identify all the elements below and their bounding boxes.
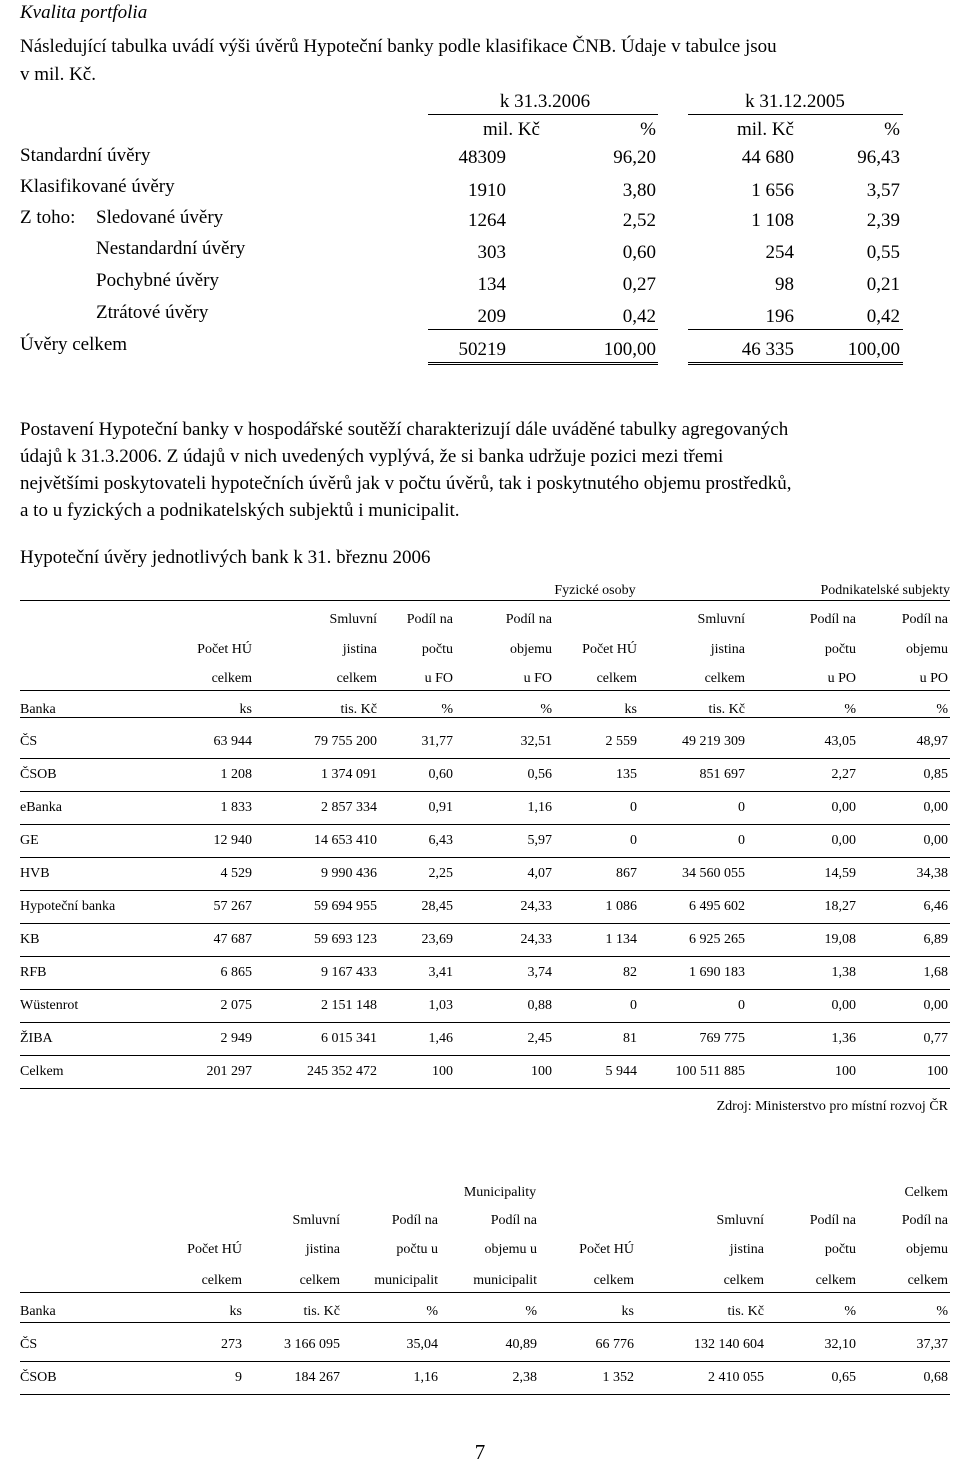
table2-header-cell: u FO — [523, 671, 552, 686]
table2-row-cell: 1 086 — [605, 899, 637, 914]
table2-row-line — [20, 956, 950, 957]
table2-row-cell: 2,45 — [527, 1031, 552, 1046]
table2-row-cell: 769 775 — [699, 1031, 745, 1046]
t2-source: Zdroj: Ministerstvo pro místní rozvoj ČR — [716, 1099, 948, 1114]
t2-group-fo: Fyzické osoby — [554, 583, 636, 598]
table2-row-cell: 1,36 — [831, 1031, 856, 1046]
table2-row-cell: 6 495 602 — [689, 899, 745, 914]
table2-row-cell: 34,38 — [916, 866, 948, 881]
table2-header-cell: u PO — [919, 671, 948, 686]
table3-row-cell: 273 — [221, 1337, 242, 1352]
table2-row-cell: Wüstenrot — [20, 998, 79, 1013]
t1-row-prefix: Z toho: — [20, 207, 76, 228]
table2-row-line — [20, 857, 950, 858]
table3-header-cell: municipalit — [374, 1273, 438, 1288]
table3-header-cell: tis. Kč — [303, 1304, 340, 1319]
t1-cell-pct-1: 96,20 — [613, 147, 656, 168]
table3-row-cell: 1 352 — [602, 1370, 634, 1385]
table2-row-cell: 1,38 — [831, 965, 856, 980]
table2-row-cell: 12 940 — [213, 833, 252, 848]
table2-header-cell: Smluvní — [329, 612, 377, 627]
table2-row-cell: 47 687 — [213, 932, 252, 947]
t1-cell-value-2: 196 — [765, 306, 794, 327]
table2-header-cell: Podíl na — [901, 612, 948, 627]
table2-row-cell: 0,00 — [923, 800, 948, 815]
table2-row-cell: 4 529 — [220, 866, 252, 881]
table2-header-cell: objemu — [510, 642, 552, 657]
table3-header-cell: % — [844, 1304, 856, 1319]
table3-row-line — [20, 1361, 950, 1362]
table3-header-cell: Smluvní — [716, 1213, 764, 1228]
t1-cell-value-2: 98 — [775, 274, 794, 295]
table2-row-cell: 0 — [738, 833, 745, 848]
table2-header-cell: Banka — [20, 702, 56, 717]
table3-row-cell: 132 140 604 — [694, 1337, 764, 1352]
t1-cell-pct-1: 100,00 — [603, 339, 656, 360]
table3-header-cell: Podíl na — [809, 1213, 856, 1228]
t1-cell-pct-2: 2,39 — [866, 210, 900, 231]
table2-row-cell: 245 352 472 — [307, 1064, 377, 1079]
table3-row-cell: 66 776 — [595, 1337, 634, 1352]
table3-row-cell: 0,65 — [831, 1370, 856, 1385]
table3-row-cell: 1,16 — [413, 1370, 438, 1385]
t1-cell-value-1: 209 — [477, 306, 506, 327]
t1-cell-value-2: 1 656 — [751, 180, 794, 201]
table2-header-line-1 — [20, 717, 950, 718]
table2-group-line-0 — [20, 600, 950, 601]
table3-row-cell: ČS — [20, 1337, 38, 1352]
table3-header-cell: celkem — [815, 1273, 856, 1288]
table2-row-cell: 0 — [630, 998, 637, 1013]
t1-cell-value-1: 50219 — [458, 339, 506, 360]
table3-header-cell: Počet HÚ — [579, 1242, 634, 1257]
table2-header-line-0 — [20, 690, 950, 691]
table2-row-cell: 1 208 — [220, 767, 252, 782]
table2-header-cell: celkem — [336, 671, 377, 686]
table2-row-cell: 14,59 — [824, 866, 856, 881]
table2-row-cell: GE — [20, 833, 39, 848]
table2-row-cell: 2,25 — [428, 866, 453, 881]
table2-row-cell: 23,69 — [421, 932, 453, 947]
table3-row-cell: 32,10 — [824, 1337, 856, 1352]
table2-row-cell: 6 865 — [220, 965, 252, 980]
table2-row-cell: Hypoteční banka — [20, 899, 116, 914]
table2-row-cell: 0,00 — [831, 998, 856, 1013]
table2-row-cell: 100 — [531, 1064, 552, 1079]
table2-row-cell: 0,00 — [923, 998, 948, 1013]
t1-bottom-double-line-1 — [428, 362, 658, 365]
table3-header-cell: objemu u — [484, 1242, 537, 1257]
table2-row-cell: 100 — [835, 1064, 856, 1079]
table3-header-cell: celkem — [201, 1273, 242, 1288]
table2-row-cell: 0,00 — [831, 833, 856, 848]
table2-row-cell: 9 167 433 — [321, 965, 377, 980]
table2-row-cell: 0 — [630, 833, 637, 848]
table2-row-cell: 201 297 — [206, 1064, 252, 1079]
table3-row-cell: 3 166 095 — [284, 1337, 340, 1352]
table2-row-cell: 1 134 — [605, 932, 637, 947]
table2-row-cell: eBanka — [20, 800, 62, 815]
table2-row-cell: ČS — [20, 734, 38, 749]
t1-row-label: Ztrátové úvěry — [96, 302, 209, 323]
table2-row-line — [20, 1088, 950, 1089]
table2-row-cell: 1,46 — [428, 1031, 453, 1046]
t1-cell-pct-2: 0,55 — [866, 242, 900, 263]
table2-row-cell: 1 374 091 — [321, 767, 377, 782]
table2-row-cell: 3,74 — [527, 965, 552, 980]
table2-row-cell: 0,77 — [923, 1031, 948, 1046]
t1-cell-value-1: 1910 — [468, 180, 506, 201]
t1-cell-pct-1: 3,80 — [622, 180, 656, 201]
table2-row-cell: Celkem — [20, 1064, 64, 1079]
table2-row-cell: 14 653 410 — [314, 833, 377, 848]
table3-row-cell: 35,04 — [406, 1337, 438, 1352]
table2-row-cell: 49 219 309 — [682, 734, 745, 749]
table2-row-cell: 1,03 — [428, 998, 453, 1013]
table2-header-cell: objemu — [906, 642, 948, 657]
table2-row-line — [20, 791, 950, 792]
table3-header-cell: celkem — [299, 1273, 340, 1288]
section-title: Kvalita portfolia — [20, 2, 148, 23]
table3-header-cell: % — [936, 1304, 948, 1319]
table2-row-line — [20, 824, 950, 825]
table2-row-line — [20, 989, 950, 990]
table2-row-cell: HVB — [20, 866, 50, 881]
paragraph-line-1: Postavení Hypoteční banky v hospodářské soutěží charakterizují dále uváděné tabulky agregovaných — [20, 419, 789, 440]
table2-row-cell: 2 857 334 — [321, 800, 377, 815]
t1-row-label: Sledované úvěry — [96, 207, 224, 228]
table2-row-cell: 0,60 — [428, 767, 453, 782]
table2-row-cell: ŽIBA — [20, 1031, 53, 1046]
table2-row-cell: 0,85 — [923, 767, 948, 782]
table2-row-cell: 28,45 — [421, 899, 453, 914]
table2-row-cell: ČSOB — [20, 767, 57, 782]
table2-row-cell: 59 693 123 — [314, 932, 377, 947]
t1-cell-pct-2: 100,00 — [847, 339, 900, 360]
table2-title: Hypoteční úvěry jednotlivých bank k 31. březnu 2006 — [20, 547, 431, 568]
table2-header-cell: Počet HÚ — [582, 642, 637, 657]
table2-row-cell: 6 015 341 — [321, 1031, 377, 1046]
table3-header-cell: objemu — [906, 1242, 948, 1257]
table2-row-cell: 5,97 — [527, 833, 552, 848]
table2-header-cell: u PO — [827, 671, 856, 686]
t2-group-po: Podnikatelské subjekty — [820, 583, 950, 598]
table2-row-cell: 59 694 955 — [314, 899, 377, 914]
t3-group-total: Celkem — [904, 1185, 948, 1200]
table2-row-cell: 57 267 — [213, 899, 252, 914]
table2-header-cell: jistina — [342, 642, 377, 657]
table2-row-cell: 0 — [738, 998, 745, 1013]
t1-cell-value-2: 254 — [765, 242, 794, 263]
table2-row-cell: 31,77 — [421, 734, 453, 749]
t1-pct-2: % — [884, 119, 900, 140]
table2-row-cell: 4,07 — [527, 866, 552, 881]
table3-header-cell: počtu — [824, 1242, 856, 1257]
t1-row-label: Klasifikované úvěry — [20, 176, 175, 197]
table3-header-cell: celkem — [907, 1273, 948, 1288]
table2-row-cell: 2 075 — [220, 998, 252, 1013]
table2-row-line — [20, 1055, 950, 1056]
table3-header-cell: jistina — [305, 1242, 340, 1257]
table2-row-cell: 0,56 — [527, 767, 552, 782]
t1-cell-pct-1: 0,42 — [622, 306, 656, 327]
table2-header-cell: celkem — [596, 671, 637, 686]
t1-row-label: Úvěry celkem — [20, 334, 128, 355]
table2-row-cell: 2 559 — [605, 734, 637, 749]
table3-row-cell: 9 — [235, 1370, 242, 1385]
table2-row-cell: 82 — [623, 965, 637, 980]
table2-header-cell: ks — [239, 702, 252, 717]
table2-header-cell: % — [844, 702, 856, 717]
t1-date-2: k 31.12.2005 — [745, 91, 845, 112]
table3-header-cell: ks — [229, 1304, 242, 1319]
table2-row-cell: 32,51 — [520, 734, 552, 749]
paragraph-line-4: a to u fyzických a podnikatelských subjektů i municipalit. — [20, 500, 460, 521]
t1-header-line-2 — [688, 114, 903, 115]
table2-header-cell: tis. Kč — [708, 702, 745, 717]
table2-header-cell: tis. Kč — [340, 702, 377, 717]
table2-row-line — [20, 758, 950, 759]
table3-header-cell: celkem — [593, 1273, 634, 1288]
table2-row-cell: 19,08 — [824, 932, 856, 947]
table2-row-line — [20, 923, 950, 924]
table3-header-cell: Podíl na — [391, 1213, 438, 1228]
table2-header-cell: počtu — [421, 642, 453, 657]
table2-row-cell: 34 560 055 — [682, 866, 745, 881]
table2-row-cell: KB — [20, 932, 40, 947]
table2-row-cell: 24,33 — [520, 899, 552, 914]
table3-header-cell: municipalit — [473, 1273, 537, 1288]
table2-row-cell: 0,00 — [923, 833, 948, 848]
table2-row-cell: 851 697 — [699, 767, 745, 782]
table2-header-cell: Podíl na — [809, 612, 856, 627]
table3-row-cell: 37,37 — [916, 1337, 948, 1352]
table2-row-cell: 100 511 885 — [675, 1064, 745, 1079]
table3-row-cell: 184 267 — [294, 1370, 340, 1385]
table3-header-cell: celkem — [723, 1273, 764, 1288]
table2-row-cell: 6 925 265 — [689, 932, 745, 947]
table2-row-cell: 24,33 — [520, 932, 552, 947]
table3-header-cell: % — [426, 1304, 438, 1319]
table3-row-cell: 2 410 055 — [708, 1370, 764, 1385]
table2-row-cell: 0 — [630, 800, 637, 815]
t1-cell-pct-1: 0,27 — [622, 274, 656, 295]
table3-row-cell: 40,89 — [505, 1337, 537, 1352]
table2-header-cell: % — [936, 702, 948, 717]
table3-header-cell: počtu u — [396, 1242, 438, 1257]
table2-row-cell: 0 — [738, 800, 745, 815]
table2-row-cell: 5 944 — [605, 1064, 637, 1079]
intro-line-1: Následující tabulka uvádí výši úvěrů Hypoteční banky podle klasifikace ČNB. Údaje v tabulce jsou — [20, 36, 777, 57]
t1-bottom-double-line-2 — [688, 362, 903, 365]
table2-row-cell: 2 949 — [220, 1031, 252, 1046]
table2-row-cell: 0,91 — [428, 800, 453, 815]
t1-cell-value-1: 48309 — [458, 147, 506, 168]
t1-date-1: k 31.3.2006 — [499, 91, 591, 112]
table3-row-line — [20, 1394, 950, 1395]
table3-header-cell: % — [525, 1304, 537, 1319]
table2-row-cell: 1 690 183 — [689, 965, 745, 980]
table2-header-cell: Podíl na — [505, 612, 552, 627]
t1-cell-pct-2: 96,43 — [857, 147, 900, 168]
t1-cell-pct-2: 0,21 — [866, 274, 900, 295]
t1-cell-value-1: 1264 — [468, 210, 506, 231]
t3-group-municipality: Municipality — [463, 1185, 537, 1200]
table2-header-cell: u FO — [424, 671, 453, 686]
table2-row-cell: 100 — [927, 1064, 948, 1079]
t1-cell-value-1: 303 — [477, 242, 506, 263]
t1-cell-pct-2: 3,57 — [866, 180, 900, 201]
table2-row-cell: 2,27 — [831, 767, 856, 782]
table2-row-cell: 0,00 — [831, 800, 856, 815]
table2-header-cell: počtu — [824, 642, 856, 657]
table2-row-cell: 63 944 — [213, 734, 252, 749]
t1-cell-value-2: 44 680 — [741, 147, 794, 168]
table2-row-cell: 2 151 148 — [321, 998, 377, 1013]
table2-row-cell: 6,89 — [923, 932, 948, 947]
t1-cell-pct-1: 0,60 — [622, 242, 656, 263]
table2-header-cell: jistina — [710, 642, 745, 657]
table2-row-cell: 100 — [432, 1064, 453, 1079]
table2-row-line — [20, 1022, 950, 1023]
table2-row-cell: 6,46 — [923, 899, 948, 914]
table2-row-cell: 6,43 — [428, 833, 453, 848]
table2-header-cell: % — [540, 702, 552, 717]
table3-header-cell: Počet HÚ — [187, 1242, 242, 1257]
table2-row-cell: 3,41 — [428, 965, 453, 980]
page-number: 7 — [474, 1440, 486, 1464]
table2-row-line — [20, 890, 950, 891]
table3-header-line-1 — [20, 1322, 950, 1323]
t1-cell-value-1: 134 — [477, 274, 506, 295]
table3-header-cell: jistina — [729, 1242, 764, 1257]
table2-header-cell: ks — [624, 702, 637, 717]
table2-header-cell: Podíl na — [406, 612, 453, 627]
table2-row-cell: 48,97 — [916, 734, 948, 749]
t1-pct-1: % — [640, 119, 656, 140]
t1-cell-value-2: 46 335 — [741, 339, 794, 360]
t1-cell-pct-2: 0,42 — [866, 306, 900, 327]
t1-row-label: Nestandardní úvěry — [96, 238, 246, 259]
table2-row-cell: 0,88 — [527, 998, 552, 1013]
table2-header-cell: Smluvní — [697, 612, 745, 627]
table2-row-cell: 1 833 — [220, 800, 252, 815]
table2-row-cell: 867 — [616, 866, 637, 881]
table2-header-cell: Počet HÚ — [197, 642, 252, 657]
table3-header-cell: ks — [621, 1304, 634, 1319]
paragraph-line-3: největšími poskytovateli hypotečních úvěrů jak v počtu úvěrů, tak i poskytnutého objemu prostředků, — [20, 473, 792, 494]
paragraph-line-2: údajů k 31.3.2006. Z údajů v nich uvedených vyplývá, že si banka udržuje pozici mezi třemi — [20, 446, 724, 467]
intro-line-2: v mil. Kč. — [20, 64, 96, 85]
table2-row-cell: 79 755 200 — [314, 734, 377, 749]
table2-row-cell: 1,16 — [527, 800, 552, 815]
table2-row-cell: 135 — [616, 767, 637, 782]
table2-row-cell: 18,27 — [824, 899, 856, 914]
table3-row-cell: 0,68 — [923, 1370, 948, 1385]
table3-header-cell: tis. Kč — [727, 1304, 764, 1319]
t1-total-line-2 — [688, 329, 903, 330]
table2-header-cell: celkem — [211, 671, 252, 686]
table2-header-cell: % — [441, 702, 453, 717]
t1-cell-value-2: 1 108 — [751, 210, 794, 231]
table3-header-cell: Smluvní — [292, 1213, 340, 1228]
t1-cell-pct-1: 2,52 — [622, 210, 656, 231]
table3-row-cell: 2,38 — [512, 1370, 537, 1385]
t1-row-label: Pochybné úvěry — [96, 270, 219, 291]
table3-header-line-0 — [20, 1292, 950, 1293]
table3-header-cell: Banka — [20, 1304, 56, 1319]
table2-row-cell: 9 990 436 — [321, 866, 377, 881]
table3-header-cell: Podíl na — [490, 1213, 537, 1228]
t1-unit-2: mil. Kč — [737, 119, 794, 140]
table3-row-cell: ČSOB — [20, 1370, 57, 1385]
table2-row-cell: 1,68 — [923, 965, 948, 980]
table2-header-cell: celkem — [704, 671, 745, 686]
table2-row-cell: RFB — [20, 965, 47, 980]
t1-unit-1: mil. Kč — [483, 119, 540, 140]
t1-header-line-1 — [428, 114, 658, 115]
table2-row-cell: 81 — [623, 1031, 637, 1046]
table3-header-cell: Podíl na — [901, 1213, 948, 1228]
table2-row-cell: 43,05 — [824, 734, 856, 749]
t1-row-label: Standardní úvěry — [20, 145, 151, 166]
t1-total-line-1 — [428, 329, 658, 330]
